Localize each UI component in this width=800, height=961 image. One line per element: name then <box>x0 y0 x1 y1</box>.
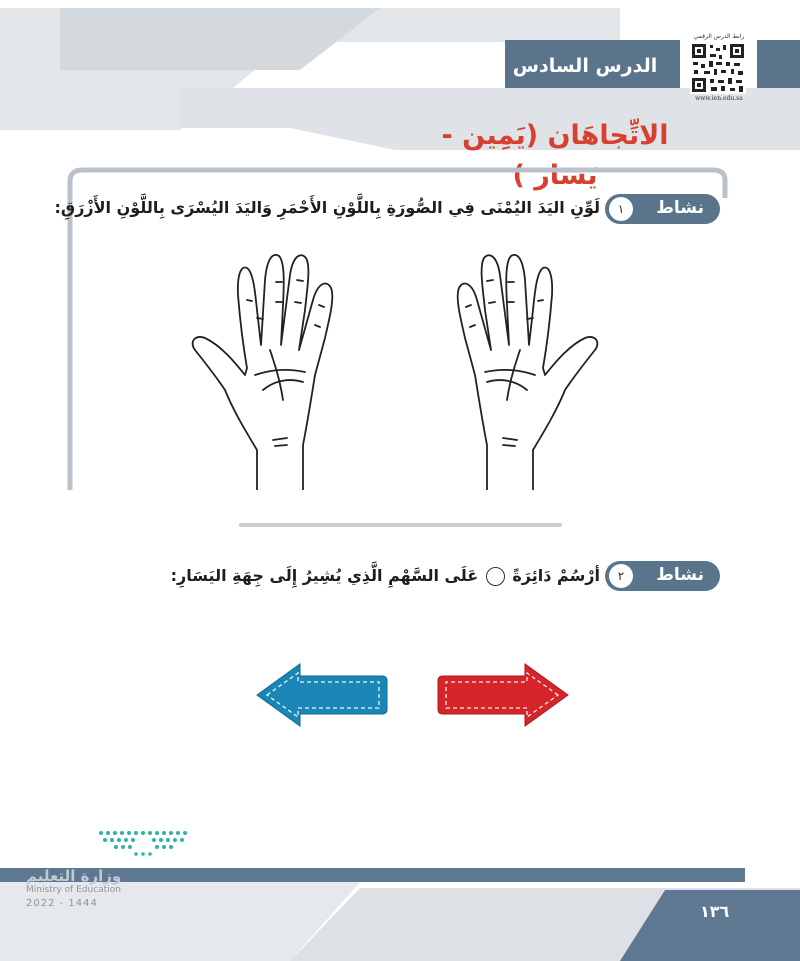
right-hand-icon <box>458 255 598 490</box>
activity1-number: ١ <box>609 197 633 221</box>
right-arrow-icon[interactable] <box>435 660 570 730</box>
page-number: ١٣٦ <box>700 902 730 921</box>
activity2-instruction <box>171 566 600 586</box>
lesson-label: الدرس السادس <box>512 55 658 77</box>
ministry-name-arabic: وزارة التعليم <box>26 867 122 885</box>
ministry-logo-icon <box>96 828 191 858</box>
qr-caption: رابط الدرس الرقمي <box>693 33 745 40</box>
left-arrow-icon[interactable] <box>255 660 390 730</box>
qr-url: www.ien.edu.sa <box>695 95 743 102</box>
qr-code-icon[interactable] <box>690 42 746 94</box>
ministry-name-english: Ministry of Education <box>26 885 121 895</box>
hands-illustration[interactable] <box>185 250 605 490</box>
activity2-instruction-end: عَلَى السَّهْمِ الَّذِي يُشِيرُ إِلَى جِهَةِ اليَسَارِ: <box>170 566 479 585</box>
activity2-number: ٢ <box>609 564 633 588</box>
activity1-label: نشاط <box>656 198 704 218</box>
edition-year: 2022 - 1444 <box>26 898 98 909</box>
activity1-badge <box>605 194 720 224</box>
left-hand-icon <box>193 255 333 490</box>
activity2-instruction-start: أرْسُمْ دَائِرَةً <box>512 566 600 585</box>
activity2-badge <box>605 561 720 591</box>
activity1-instruction: لَوِّنِ اليَدَ اليُمْنَى فِي الصُّورَةِ بِاللَّوْنِ الأَحْمَرِ وَاليَدَ اليُسْرَى بِاللَّوْنِ الأَزْرَقِ: <box>54 198 600 217</box>
lesson-title: الاتِّجاهَان (يَمِين - يَسَار ) <box>441 120 669 191</box>
circle-icon <box>486 567 505 586</box>
activity2-label: نشاط <box>656 565 704 585</box>
